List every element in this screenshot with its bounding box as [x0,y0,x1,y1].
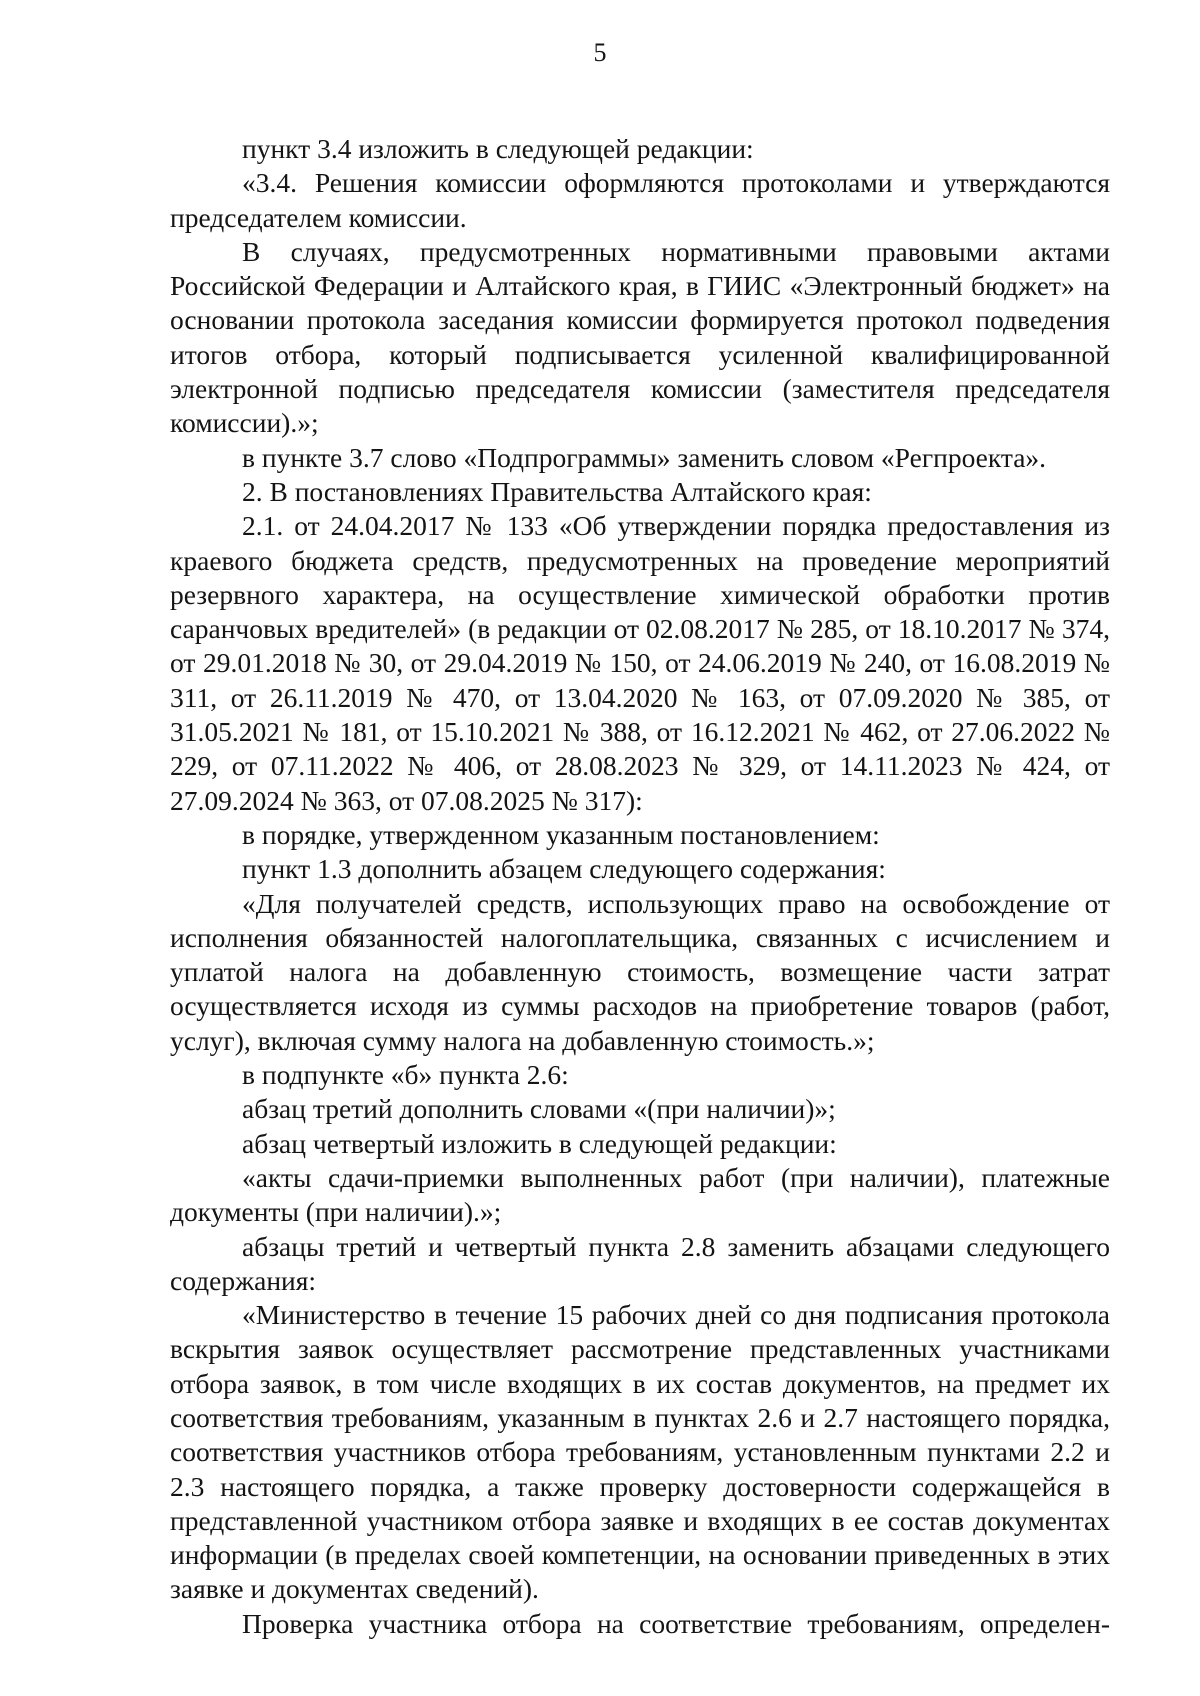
paragraph: абзацы третий и четвертый пункта 2.8 заменить абзацами следующего содержания: [170,1230,1110,1296]
paragraph: пункт 3.4 изложить в следующей редакции: [242,133,754,164]
paragraph: В случаях, предусмотренных нормативными правовыми актами Российской Федерации и Алтайского края, в ГИИС «Электронный бюджет» на основании протокола заседания комиссии формируется протокол подведения итогов отбора, который подписывается усиленной квалифицированной электронной подписью председателя комиссии (заместителя председателя комиссии).»; [170,235,1110,439]
document-body [170,132,1110,1641]
paragraph: в подпункте «б» пункта 2.6: [242,1059,569,1091]
paragraph: «Для получателей средств, использующих право на освобождение от исполнения обязанностей налогоплательщика, связанных с исчислением и уплатой налога на добавленную стоимость, возмещение части затрат осуществляется исходя из суммы расходов на приобретение товаров (работ, услуг), включая сумму налога на добавленную стоимость.»; [170,887,1110,1056]
paragraph: «Министерство в течение 15 рабочих дней со дня подписания протокола вскрытия заявок осуществляет рассмотрение представленных участниками отбора заявок, в том числе входящих в их состав документов, на предмет их соответствия требованиям, указанным в пунктах 2.6 и 2.7 настоящего порядка, соответствия участников отбора требованиям, установленным пунктами 2.2 и 2.3 настоящего порядка, а также проверку достоверности содержащейся в представленной участником отбора заявке и входящих в ее состав документах информации (в пределах своей компетенции, на основании приведенных в этих заявке и документах сведений). [170,1299,1110,1605]
paragraph: в пункте 3.7 слово «Подпрограммы» заменить словом «Регпроекта». [242,441,1047,473]
page-number: 5 [593,38,607,67]
paragraph: 2.1. от 24.04.2017 № 133 «Об утверждении порядка предоставления из краевого бюджета средств, предусмотренных на проведение мероприятий резервного характера, на осуществление химической обработки против саранчовых вредителей» (в редакции от 02.08.2017 № 285, от 18.10.2017 № 374, от 29.01.2018 № 30, от 29.04.2019 № 150, от 24.06.2019 № 240, от 16.08.2019 № 311, от 26.11.2019 № 470, от 13.04.2020 № 163, от 07.09.2020 № 385, от 31.05.2021 № 181, от 15.10.2021 № 388, от 16.12.2021 № 462, от 27.06.2022 № 229, от 07.11.2022 № 406, от 28.08.2023 № 329, от 14.11.2023 № 424, от 27.09.2024 № 363, от 07.08.2025 № 317): [170,510,1110,816]
paragraph: «3.4. Решения комиссии оформляются протоколами и утверждаются председателем комиссии. [170,167,1110,233]
paragraph: абзац третий дополнить словами «(при наличии)»; [242,1093,836,1125]
paragraph: 2. В постановлениях Правительства Алтайского края: [242,475,872,507]
paragraph: абзац четвертый изложить в следующей редакции: [242,1127,837,1159]
paragraph: Проверка участника отбора на соответствие требованиям, определен- [242,1607,1110,1639]
paragraph: «акты сдачи-приемки выполненных работ (при наличии), платежные документы (при наличии).»; [170,1161,1110,1228]
paragraph: пункт 1.3 дополнить абзацем следующего содержания: [242,853,886,885]
paragraph: в порядке, утвержденном указанным постановлением: [242,818,880,850]
